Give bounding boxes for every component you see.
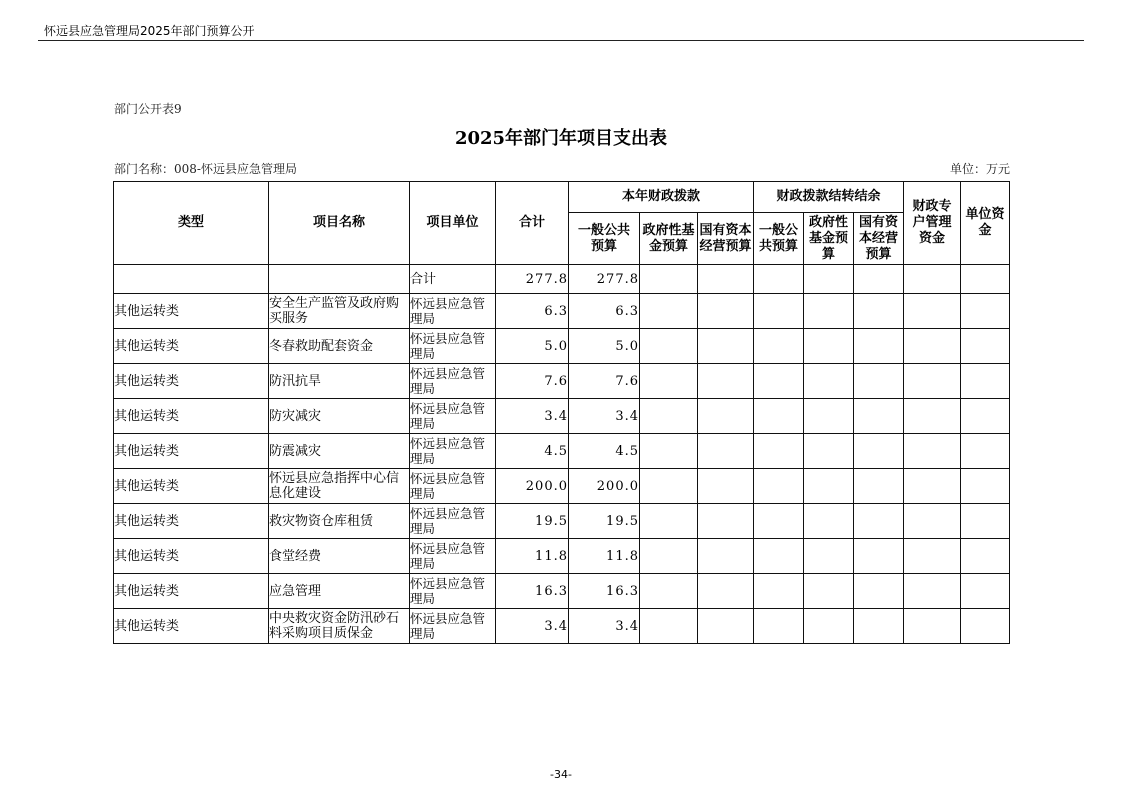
- row-project-unit: 怀远县应急管理局: [410, 469, 496, 504]
- empty-cell: [904, 364, 961, 399]
- empty-cell: [854, 469, 904, 504]
- header-project-name: 项目名称: [269, 182, 410, 265]
- empty-cell: [854, 294, 904, 329]
- row-project-name: 防灾减灾: [269, 399, 410, 434]
- header-project-unit: 项目单位: [410, 182, 496, 265]
- empty-cell: [904, 574, 961, 609]
- empty-cell: [640, 294, 698, 329]
- empty-cell: [804, 434, 854, 469]
- empty-cell: [961, 364, 1010, 399]
- department-label: 部门名称：008-怀远县应急管理局: [114, 162, 297, 176]
- empty-cell: [904, 434, 961, 469]
- empty-cell: [854, 539, 904, 574]
- row-type: 其他运转类: [114, 469, 269, 504]
- table-body: [114, 265, 1010, 644]
- empty-cell: [698, 434, 754, 469]
- empty-cell: [754, 609, 804, 644]
- empty-cell: [854, 364, 904, 399]
- row-general-budget: 6.3: [569, 294, 640, 329]
- row-type: 其他运转类: [114, 399, 269, 434]
- empty-cell: [961, 399, 1010, 434]
- empty-cell: [854, 399, 904, 434]
- row-total: 7.6: [496, 364, 569, 399]
- project-expenditure-table: [113, 181, 1010, 644]
- empty-cell: [698, 504, 754, 539]
- empty-cell: [961, 504, 1010, 539]
- header-gov-fund: 政府性基金预算: [640, 213, 698, 265]
- row-project-unit: 怀远县应急管理局: [410, 399, 496, 434]
- empty-cell: [754, 364, 804, 399]
- empty-cell: [640, 399, 698, 434]
- empty-cell: [698, 294, 754, 329]
- empty-cell: [961, 469, 1010, 504]
- empty-cell: [804, 364, 854, 399]
- header-general-budget: 一般公共预算: [569, 213, 640, 265]
- row-total: 3.4: [496, 399, 569, 434]
- empty-cell: [904, 539, 961, 574]
- empty-cell: [904, 265, 961, 294]
- header-total: 合计: [496, 182, 569, 265]
- empty-cell: [754, 265, 804, 294]
- row-project-name: 中央救灾资金防汛砂石料采购项目质保金: [269, 609, 410, 644]
- table-header: [114, 182, 1010, 265]
- empty-cell: [698, 364, 754, 399]
- table-row: [114, 609, 1010, 644]
- empty-cell: [640, 329, 698, 364]
- empty-cell: [754, 294, 804, 329]
- empty-cell: [804, 329, 854, 364]
- empty-cell: [698, 469, 754, 504]
- empty-cell: [804, 504, 854, 539]
- empty-cell: [804, 265, 854, 294]
- table-row: [114, 504, 1010, 539]
- row-total: 19.5: [496, 504, 569, 539]
- empty-cell: [961, 609, 1010, 644]
- header-state-capital: 国有资本经营预算: [698, 213, 754, 265]
- header-special-account: 财政专户管理资金: [904, 182, 961, 265]
- row-project-name: 冬春救助配套资金: [269, 329, 410, 364]
- empty-cell: [640, 469, 698, 504]
- row-project-name: 防震减灾: [269, 434, 410, 469]
- empty-cell: [961, 574, 1010, 609]
- row-general-budget: 4.5: [569, 434, 640, 469]
- header-rule: [38, 40, 1084, 41]
- row-general-budget: 11.8: [569, 539, 640, 574]
- row-project-name: 救灾物资仓库租赁: [269, 504, 410, 539]
- row-type: 其他运转类: [114, 574, 269, 609]
- header-current-year-group: 本年财政拨款: [569, 182, 754, 213]
- row-project-name: 应急管理: [269, 574, 410, 609]
- row-project-name: 安全生产监管及政府购买服务: [269, 294, 410, 329]
- empty-cell: [640, 574, 698, 609]
- row-project-unit: 怀远县应急管理局: [410, 574, 496, 609]
- row-project-unit: 怀远县应急管理局: [410, 539, 496, 574]
- empty-cell: [640, 434, 698, 469]
- empty-cell: [804, 469, 854, 504]
- row-type: 其他运转类: [114, 609, 269, 644]
- empty-cell: [804, 294, 854, 329]
- row-type: 其他运转类: [114, 504, 269, 539]
- page-number: -34-: [550, 768, 572, 781]
- page-title: 2025年部门年项目支出表: [454, 128, 668, 149]
- row-project-unit: 怀远县应急管理局: [410, 434, 496, 469]
- row-type: 其他运转类: [114, 294, 269, 329]
- empty-cell: [854, 609, 904, 644]
- header-type: 类型: [114, 182, 269, 265]
- header-carry-gov-fund: 政府性基金预算: [804, 213, 854, 265]
- row-project-unit: 怀远县应急管理局: [410, 504, 496, 539]
- row-type: 其他运转类: [114, 364, 269, 399]
- table-row: [114, 364, 1010, 399]
- row-total: 200.0: [496, 469, 569, 504]
- empty-cell: [698, 399, 754, 434]
- row-project-name: 防汛抗旱: [269, 364, 410, 399]
- row-total: 4.5: [496, 434, 569, 469]
- empty-cell: [961, 434, 1010, 469]
- empty-cell: [698, 329, 754, 364]
- row-project-unit: 怀远县应急管理局: [410, 294, 496, 329]
- table-row: [114, 329, 1010, 364]
- empty-cell: [804, 399, 854, 434]
- empty-cell: [904, 609, 961, 644]
- row-total: 11.8: [496, 539, 569, 574]
- row-total: 5.0: [496, 329, 569, 364]
- empty-cell: [640, 609, 698, 644]
- row-project-name: 怀远县应急指挥中心信息化建设: [269, 469, 410, 504]
- row-general-budget: 7.6: [569, 364, 640, 399]
- empty-cell: [698, 609, 754, 644]
- table-row: [114, 294, 1010, 329]
- table-row: [114, 399, 1010, 434]
- empty-cell: [904, 504, 961, 539]
- row-project-unit: 怀远县应急管理局: [410, 364, 496, 399]
- running-header: 怀远县应急管理局2025年部门预算公开: [44, 24, 255, 38]
- row-type: 其他运转类: [114, 434, 269, 469]
- empty-cell: [961, 294, 1010, 329]
- table-row: [114, 434, 1010, 469]
- empty-cell: [640, 364, 698, 399]
- row-project-unit: 怀远县应急管理局: [410, 329, 496, 364]
- empty-cell: [698, 265, 754, 294]
- empty-cell: [904, 469, 961, 504]
- empty-cell: [698, 539, 754, 574]
- row-type: 其他运转类: [114, 329, 269, 364]
- header-carry-general: 一般公共预算: [754, 213, 804, 265]
- empty-cell: [904, 399, 961, 434]
- row-general-budget: 3.4: [569, 399, 640, 434]
- header-carryover-group: 财政拨款结转结余: [754, 182, 904, 213]
- empty-cell: [854, 434, 904, 469]
- row-project-name: 食堂经费: [269, 539, 410, 574]
- row-general-budget: 200.0: [569, 469, 640, 504]
- header-unit-fund: 单位资金: [961, 182, 1010, 265]
- empty-cell: [804, 539, 854, 574]
- empty-cell: [754, 574, 804, 609]
- empty-cell: [854, 574, 904, 609]
- empty-cell: [961, 329, 1010, 364]
- table-row: [114, 574, 1010, 609]
- empty-cell: [854, 504, 904, 539]
- row-type: 其他运转类: [114, 539, 269, 574]
- empty-cell: [804, 609, 854, 644]
- empty-cell: [854, 329, 904, 364]
- empty-cell: [904, 329, 961, 364]
- header-carry-state-capital: 国有资本经营预算: [854, 213, 904, 265]
- total-amount: 277.8: [496, 265, 569, 294]
- empty-cell: [640, 539, 698, 574]
- empty-cell: [754, 504, 804, 539]
- empty-cell: [804, 574, 854, 609]
- empty-cell: [904, 294, 961, 329]
- empty-cell: [754, 399, 804, 434]
- row-general-budget: 3.4: [569, 609, 640, 644]
- empty-cell: [754, 469, 804, 504]
- table-row: [114, 469, 1010, 504]
- empty-cell: [754, 329, 804, 364]
- empty-cell: [754, 434, 804, 469]
- row-total: 3.4: [496, 609, 569, 644]
- total-type-cell: [114, 265, 269, 294]
- table-row: [114, 539, 1010, 574]
- empty-cell: [961, 539, 1010, 574]
- total-row: [114, 265, 1010, 294]
- unit-label: 单位：万元: [949, 162, 1010, 176]
- row-general-budget: 16.3: [569, 574, 640, 609]
- empty-cell: [961, 265, 1010, 294]
- row-total: 16.3: [496, 574, 569, 609]
- row-general-budget: 19.5: [569, 504, 640, 539]
- row-total: 6.3: [496, 294, 569, 329]
- total-general-budget: 277.8: [569, 265, 640, 294]
- empty-cell: [698, 574, 754, 609]
- empty-cell: [640, 504, 698, 539]
- row-general-budget: 5.0: [569, 329, 640, 364]
- empty-cell: [754, 539, 804, 574]
- table-number: 部门公开表9: [114, 102, 182, 116]
- total-label: 合计: [410, 265, 496, 294]
- total-name-cell: [269, 265, 410, 294]
- empty-cell: [854, 265, 904, 294]
- empty-cell: [640, 265, 698, 294]
- row-project-unit: 怀远县应急管理局: [410, 609, 496, 644]
